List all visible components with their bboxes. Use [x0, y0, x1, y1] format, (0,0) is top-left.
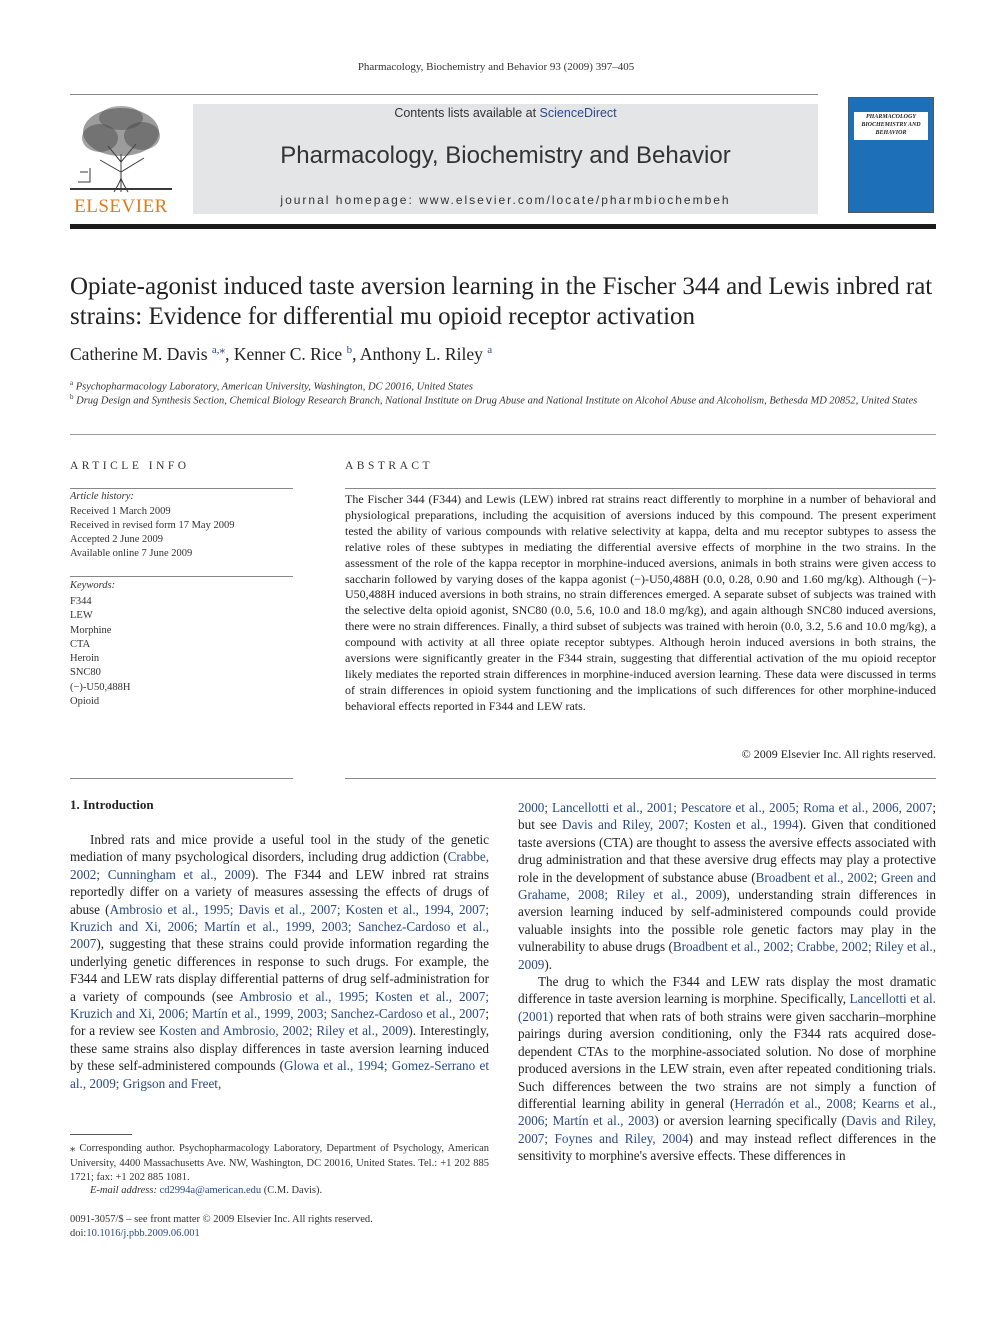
divider [70, 488, 293, 489]
keyword: SNC80 [70, 667, 101, 679]
citation-link[interactable]: Davis and Riley, 2007; Kosten et al., 1994 [562, 817, 799, 833]
journal-citation: Pharmacology, Biochemistry and Behavior 93 (2009) 397–405 [357, 61, 635, 73]
email-line [90, 1185, 322, 1196]
author-affiliation-mark[interactable]: b [346, 344, 353, 356]
corresponding-author-footnote: ⁎ Corresponding author. Psychopharmacology Laboratory, Department of Psychology, American University, 4400 Massachusetts Ave. NW, Washington, DC 20016, United States. Tel.: +1 202 885 1721; fax: +1 202 885 1081. [70, 1143, 489, 1183]
email-link[interactable]: cd2994a@american.edu [159, 1185, 262, 1196]
citation-link[interactable]: Ambrosio et al., 1995; Kosten et al., 2007; Kruzich and Xi, 2006; Martín et al., 1999, 2003; Sanchez-Cardoso et al., 2007 [70, 988, 489, 1022]
citation-link[interactable]: Davis and Riley, 2007; Foynes and Riley, 2004 [518, 1113, 936, 1146]
affiliation-mark: a [70, 379, 74, 387]
keyword: LEW [70, 610, 93, 622]
affiliation [70, 390, 936, 409]
citation-link[interactable]: Broadbent et al., 2002; Green and Grahame, 2008; Riley et al., 2009 [518, 869, 936, 903]
affiliation-text: Drug Design and Synthesis Section, Chemical Biology Research Branch, National Institute on Drug Abuse and National Institute on Alcohol Abuse and Alcoholism, Bethesda MD 20852, United States [76, 395, 918, 407]
divider [345, 778, 936, 779]
email-label: E-mail address: [90, 1185, 157, 1196]
contents-line [193, 106, 818, 120]
author-list: Catherine M. Davis $^{a,⁎}$, Kenner C. Rice $^b$, Anthony L. Riley $^a$ [70, 343, 493, 364]
header-rule [70, 94, 818, 95]
journal-cover-thumbnail [848, 97, 934, 213]
divider [70, 434, 936, 435]
email-suffix: (C.M. Davis). [261, 1185, 323, 1196]
divider [345, 488, 936, 489]
author-name[interactable]: Anthony L. Riley [359, 343, 483, 364]
keyword: Heroin [70, 653, 100, 665]
keyword-list [70, 595, 130, 709]
body-column-right [518, 799, 936, 1165]
history-item: Available online 7 June 2009 [70, 548, 193, 559]
journal-homepage[interactable]: journal homepage: www.elsevier.com/locate/pharmbiochembeh [280, 193, 731, 207]
doi-label: doi: [70, 1228, 87, 1239]
article-title: Opiate-agonist induced taste aversion learning in the Fischer 344 and Lewis inbred rat strains: Evidence for differential mu opioid receptor activation [70, 273, 933, 330]
keyword: Opioid [70, 696, 100, 708]
keyword: Morphine [70, 624, 112, 636]
keyword: F344 [70, 596, 92, 607]
front-matter-notice: 0091-3057/$ – see front matter © 2009 Elsevier Inc. All rights reserved. [70, 1214, 373, 1225]
citation-link[interactable]: Kosten and Ambrosio, 2002; Riley et al., 2009 [159, 1023, 409, 1039]
publisher-wordmark: ELSEVIER [74, 196, 168, 217]
author-affiliation-mark[interactable]: a,⁎ [211, 344, 226, 356]
citation-link[interactable]: Ambrosio et al., 1995; Davis et al., 2007; Kosten et al., 1994, 2007; Kruzich and Xi, 2006; Martín et al., 1999, 2003; Sanchez-Cardoso et al., 2007 [70, 901, 489, 952]
affiliation-text: Psychopharmacology Laboratory, American University, Washington, DC 20016, United States [75, 381, 473, 393]
citation-link[interactable]: Herradón et al., 2008; Kearns et al., 2006; Martín et al., 2003 [518, 1095, 936, 1129]
author-name[interactable]: Kenner C. Rice [233, 343, 343, 364]
history-item: Received 1 March 2009 [70, 506, 171, 517]
body-paragraph: The drug to which the F344 and LEW rats display the most dramatic difference in taste aversion learning is morphine. Specifically, Lancellotti et al. (2001) reported that when rats of both strains were given saccharin–morphine pairings during aversion conditioning, only the F344 rats acquired dose-dependent CTAs to the morphine-associated solution. No dose of morphine produced aversions in the LEW strain, even after repeated conditioning trials. Such differences between the two strains are not simply a function of differential learning ability in general (Herradón et al., 2008; Kearns et al., 2006; Martín et al., 2003) or aversion learning specifically (Davis and Riley, 2007; Foynes and Riley, 2004) and may instead reflect differences in the sensitivity to morphine's aversive effects. These differences in [518, 974, 936, 1164]
citation-link[interactable]: Crabbe, 2002; Cunningham et al., 2009 [70, 849, 489, 882]
cover-title: PHARMACOLOGY BIOCHEMISTRY AND BEHAVIOR [861, 114, 921, 136]
history-item: Received in revised form 17 May 2009 [70, 520, 235, 531]
history-label: Article history: [70, 491, 134, 502]
footnote-rule [70, 1134, 132, 1135]
abstract-text: The Fischer 344 (F344) and Lewis (LEW) inbred rat strains react differently to morphine in a number of behavioral and physiological preparations, including the acquisition of aversions induced by this compound. The present experiment tested the ability of various compounds with relative selectivity at kappa, delta and mu receptor subtypes to assess the relative roles of these subtypes in mediating the differential aversive effects of morphine in the two strains. In the assessment of the role of the kappa receptor in morphine-induced aversions, animals in both strains were given access to saccharin followed by varying doses of the kappa agonist (−)-U50,488H (0.0, 0.28, 0.90 and 1.60 mg/kg). Although (−)-U50,488H induced aversions in both strains, no strain differences emerged. A separate subset of subjects was trained with the selective delta opioid agonist, SNC80 (0.0, 5.6, 10.0 and 18.0 mg/kg), and again although SNC80 induced aversions, there were no strain differences. Finally, a third subset of subjects was trained with heroin (0.0, 3.2, 5.6 and 10.0 mg/kg), a compound with activity at all three opiate receptor subtypes. Although heroin induced aversions in both strains, the aversions were significantly greater in the F344 strain, suggesting that differential activation of the mu opioid receptor likely mediates the reported strain differences in morphine-induced aversion learning. These data were discussed in terms of strain differences in opioid system functioning and the implications of such differences for other morphine-induced behavioral effects reported in F344 and LEW rats. [345, 492, 936, 713]
keyword: CTA [70, 638, 91, 650]
history-item: Accepted 2 June 2009 [70, 534, 164, 545]
citation-link[interactable]: 2000; Lancellotti et al., 2001; Pescatore et al., 2005; Roma et al., 2006, 2007 [518, 800, 933, 815]
affiliation-mark: b [70, 393, 74, 401]
citation-link[interactable]: Lancellotti et al. (2001) [518, 991, 936, 1024]
keyword: (−)-U50,488H [70, 681, 131, 693]
citation-link[interactable]: Glowa et al., 1994; Gomez-Serrano et al., 2009; Grigson and Freet, [70, 1058, 490, 1091]
doi-link[interactable]: 10.1016/j.pbb.2009.06.001 [86, 1228, 200, 1239]
sciencedirect-link[interactable]: ScienceDirect [539, 106, 617, 120]
header-thick-rule [70, 224, 936, 229]
body-paragraph: 2000; Lancellotti et al., 2001; Pescatore et al., 2005; Roma et al., 2006, 2007; but see Davis and Riley, 2007; Kosten et al., 1994). Given that conditioned taste aversions (CTA) are thought to assess the aversive effects associated with drug administration and that these aversive drug effects may play a protective role in the development of substance abuse (Broadbent et al., 2002; Green and Grahame, 2008; Riley et al., 2009), understanding strain differences in aversion learning induced by self-administered compounds could provide valuable insights into the possible role genetic factors may play in the vulnerability to abuse drugs (Broadbent et al., 2002; Crabbe, 2002; Riley et al., 2009). [518, 800, 936, 972]
doi-line [70, 1228, 200, 1239]
divider [70, 576, 293, 577]
article-info-heading: ARTICLE INFO [70, 460, 190, 472]
author-affiliation-mark[interactable]: a [487, 344, 493, 356]
cover-title-box [854, 112, 928, 140]
divider [70, 778, 293, 779]
section-heading-introduction: 1. Introduction [70, 797, 154, 812]
abstract-heading: ABSTRACT [345, 460, 434, 472]
journal-title: Pharmacology, Biochemistry and Behavior [280, 142, 731, 169]
copyright-notice: © 2009 Elsevier Inc. All rights reserved. [741, 747, 936, 761]
author-name[interactable]: Catherine M. Davis [70, 343, 208, 364]
keywords-label: Keywords: [70, 580, 116, 591]
contents-prefix: Contents lists available at [394, 106, 540, 120]
body-column-left: Inbred rats and mice provide a useful tool in the study of the genetic mediation of many psychological disorders, including drug addiction (Crabbe, 2002; Cunningham et al., 2009). The F344 and LEW inbred rat strains reportedly differ on a variety of measures assessing the effects of drugs of abuse (Ambrosio et al., 1995; Davis et al., 2007; Kosten et al., 1994, 2007; Kruzich and Xi, 2006; Martín et al., 1999, 2003; Sanchez-Cardoso et al., 2007), suggesting that these strains could provide information regarding the underlying genetic differences in response to such drugs. For example, the F344 and LEW rats display differential patterns of drug self-administration for a variety of compounds (see Ambrosio et al., 1995; Kosten et al., 2007; Kruzich and Xi, 2006; Martín et al., 1999, 2003; Sanchez-Cardoso et al., 2007; for a review see Kosten and Ambrosio, 2002; Riley et al., 2009). Interestingly, these same strains also display differences in taste aversion learning induced by these self-administered compounds (Glowa et al., 1994; Gomez-Serrano et al., 2009; Grigson and Freet, [70, 832, 490, 1091]
citation-link[interactable]: Broadbent et al., 2002; Crabbe, 2002; Riley et al., 2009 [518, 939, 936, 972]
